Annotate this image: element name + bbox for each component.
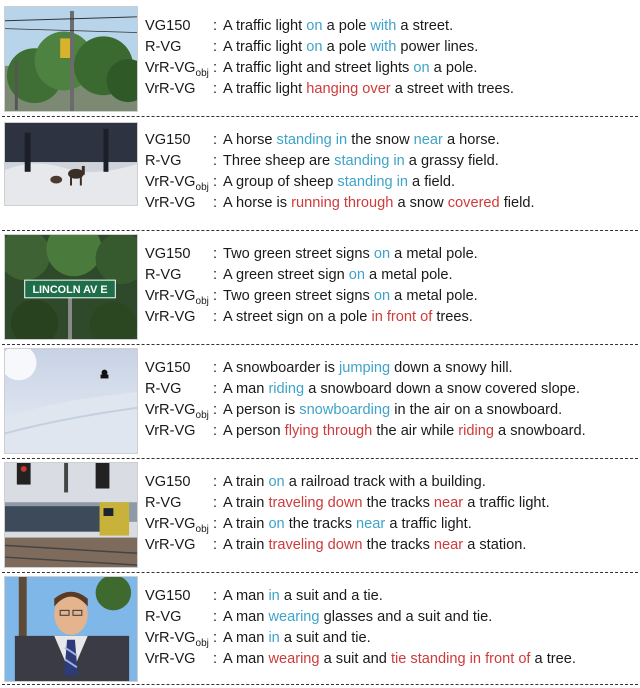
colon-separator: : xyxy=(213,360,218,376)
caption-line xyxy=(145,493,640,514)
caption-text: A traffic light and street lights xyxy=(223,60,414,76)
caption-line xyxy=(145,58,640,79)
caption-text: a suit and tie. xyxy=(279,630,371,646)
caption-sentence xyxy=(223,358,513,379)
caption-line xyxy=(145,130,640,151)
colon-separator: : xyxy=(213,39,218,55)
caption-list xyxy=(145,16,640,100)
caption-line xyxy=(145,286,640,307)
relation-phrase-red: hanging over xyxy=(306,81,391,97)
caption-text: a pole xyxy=(322,39,371,55)
caption-line xyxy=(145,37,640,58)
colon-separator: : xyxy=(213,588,218,604)
caption-list xyxy=(145,244,640,328)
row-divider xyxy=(2,344,638,345)
colon-separator: : xyxy=(213,153,218,169)
caption-line xyxy=(145,244,640,265)
colon-separator: : xyxy=(213,174,218,190)
caption-text: a street. xyxy=(396,18,454,34)
model-name-text: VrR-VG xyxy=(145,288,196,304)
colon-separator: : xyxy=(213,246,218,262)
model-name-text: VrR-VG xyxy=(145,309,196,325)
model-name xyxy=(145,472,190,493)
example-row-1 xyxy=(0,6,640,114)
model-name xyxy=(145,151,181,172)
caption-text: a station. xyxy=(463,537,527,553)
colon-separator: : xyxy=(213,288,218,304)
example-row-4 xyxy=(0,348,640,456)
relation-phrase-blue: snowboarding xyxy=(299,402,391,418)
colon-separator: : xyxy=(213,537,218,553)
relation-phrase-blue: near xyxy=(356,516,386,532)
caption-sentence xyxy=(223,421,586,442)
model-name xyxy=(145,37,181,58)
relation-phrase-blue: on xyxy=(348,267,365,283)
relation-phrase-blue: on xyxy=(306,39,323,55)
relation-phrase-blue: with xyxy=(370,39,397,55)
caption-text: a horse. xyxy=(442,132,500,148)
caption-text: A street sign on a pole xyxy=(223,309,372,325)
caption-text: a pole. xyxy=(429,60,478,76)
caption-text: A snowboarder is xyxy=(223,360,340,376)
model-name-text: VrR-VG xyxy=(145,537,196,553)
caption-sentence xyxy=(223,649,576,670)
caption-text: a suit and a tie. xyxy=(279,588,383,604)
row-divider xyxy=(2,684,638,685)
relation-phrase-red: riding xyxy=(458,423,494,439)
model-name xyxy=(145,379,181,400)
model-name xyxy=(145,586,190,607)
caption-text: a pole xyxy=(322,18,371,34)
relation-phrase-red: near xyxy=(433,495,464,511)
model-name-text: VrR-VG xyxy=(145,60,196,76)
model-subscript: obj xyxy=(195,181,209,193)
model-name-text: VrR-VG xyxy=(145,195,196,211)
caption-text: power lines. xyxy=(396,39,479,55)
model-name xyxy=(145,172,209,193)
caption-sentence xyxy=(223,286,478,307)
caption-text: in the air on a snowboard. xyxy=(390,402,563,418)
relation-phrase-blue: standing in xyxy=(334,153,405,169)
row-divider xyxy=(2,458,638,459)
relation-phrase-blue: in xyxy=(268,588,280,604)
model-name-text: R-VG xyxy=(145,39,182,55)
model-name-text: R-VG xyxy=(145,267,182,283)
relation-phrase-blue: on xyxy=(373,288,391,304)
caption-text: a traffic light. xyxy=(385,516,472,532)
caption-text: a field. xyxy=(408,174,456,190)
model-name-text: VG150 xyxy=(145,588,191,604)
caption-line xyxy=(145,172,640,193)
model-name-text: VrR-VG xyxy=(145,651,196,667)
caption-text: A group of sheep xyxy=(223,174,338,190)
colon-separator: : xyxy=(213,609,218,625)
relation-phrase-blue: on xyxy=(268,516,285,532)
relation-phrase-red: traveling down xyxy=(268,495,363,511)
caption-text: A horse is xyxy=(223,195,292,211)
relation-phrase-blue: in xyxy=(268,630,280,646)
model-name xyxy=(145,286,209,307)
caption-sentence xyxy=(223,79,514,100)
colon-separator: : xyxy=(213,381,218,397)
model-name-text: VG150 xyxy=(145,18,191,34)
relation-phrase-blue: on xyxy=(413,60,430,76)
colon-separator: : xyxy=(213,423,218,439)
caption-text: Two green street signs xyxy=(223,246,374,262)
model-subscript: obj xyxy=(195,409,209,421)
caption-text: trees. xyxy=(432,309,473,325)
relation-phrase-blue: wearing xyxy=(268,609,320,625)
caption-text: A train xyxy=(223,516,269,532)
model-name xyxy=(145,265,181,286)
caption-sentence xyxy=(223,37,478,58)
caption-text: a metal pole. xyxy=(364,267,453,283)
model-name xyxy=(145,514,209,535)
caption-text: A man xyxy=(223,588,269,604)
caption-line xyxy=(145,472,640,493)
caption-line xyxy=(145,307,640,328)
caption-text: A train xyxy=(223,495,269,511)
colon-separator: : xyxy=(213,132,218,148)
caption-line xyxy=(145,628,640,649)
caption-sentence xyxy=(223,58,477,79)
caption-line xyxy=(145,421,640,442)
caption-text: a snowboard down a snow covered slope. xyxy=(304,381,580,397)
relation-phrase-red: in front of xyxy=(371,309,433,325)
caption-list xyxy=(145,130,640,214)
caption-text: A traffic light xyxy=(223,81,307,97)
model-subscript: obj xyxy=(195,637,209,649)
relation-phrase-blue: standing in xyxy=(276,132,348,148)
model-name-text: R-VG xyxy=(145,381,182,397)
caption-text: A person is xyxy=(223,402,300,418)
example-row-5 xyxy=(0,462,640,570)
relation-phrase-blue: near xyxy=(413,132,443,148)
row-divider xyxy=(2,116,638,117)
caption-sentence xyxy=(223,151,499,172)
row-divider xyxy=(2,572,638,573)
caption-list xyxy=(145,586,640,670)
caption-sentence xyxy=(223,379,580,400)
colon-separator: : xyxy=(213,81,218,97)
model-name-text: VrR-VG xyxy=(145,81,196,97)
model-name xyxy=(145,244,190,265)
caption-line xyxy=(145,265,640,286)
model-name-text: R-VG xyxy=(145,495,182,511)
caption-line xyxy=(145,535,640,556)
model-name-text: VrR-VG xyxy=(145,423,196,439)
train-photo xyxy=(4,462,138,568)
model-subscript: obj xyxy=(195,67,209,79)
colon-separator: : xyxy=(213,495,218,511)
caption-text: A green street sign xyxy=(223,267,349,283)
colon-separator: : xyxy=(213,309,218,325)
caption-text: Two green street signs xyxy=(223,288,374,304)
caption-text: the snow xyxy=(347,132,414,148)
traffic-light-street-photo xyxy=(4,6,138,112)
caption-sentence xyxy=(223,16,453,37)
caption-line xyxy=(145,379,640,400)
relation-phrase-red: running through xyxy=(291,195,394,211)
colon-separator: : xyxy=(213,630,218,646)
caption-text: the tracks xyxy=(362,537,434,553)
caption-sentence xyxy=(223,472,486,493)
relation-phrase-blue: on xyxy=(373,246,391,262)
caption-list xyxy=(145,358,640,442)
caption-sentence xyxy=(223,493,550,514)
caption-text: down a snowy hill. xyxy=(390,360,513,376)
horse-in-snow-photo xyxy=(4,122,138,206)
relation-phrase-red: wearing xyxy=(268,651,320,667)
caption-sentence xyxy=(223,400,562,421)
caption-text: a suit and xyxy=(319,651,391,667)
example-row-2 xyxy=(0,120,640,228)
colon-separator: : xyxy=(213,402,218,418)
caption-text: A traffic light xyxy=(223,39,307,55)
caption-text: A person xyxy=(223,423,285,439)
caption-line xyxy=(145,649,640,670)
caption-text: the tracks xyxy=(362,495,434,511)
caption-text: A traffic light xyxy=(223,18,307,34)
model-name xyxy=(145,16,190,37)
caption-text: A man xyxy=(223,609,269,625)
caption-line xyxy=(145,607,640,628)
caption-text: A train xyxy=(223,474,269,490)
caption-text: a snow xyxy=(393,195,448,211)
example-row-3 xyxy=(0,234,640,342)
model-name xyxy=(145,421,196,442)
model-name xyxy=(145,607,181,628)
caption-text: a railroad track with a building. xyxy=(284,474,486,490)
model-name xyxy=(145,58,209,79)
model-name xyxy=(145,535,196,556)
model-name xyxy=(145,493,181,514)
caption-line xyxy=(145,193,640,214)
colon-separator: : xyxy=(213,60,218,76)
relation-phrase-red: traveling down xyxy=(268,537,363,553)
colon-separator: : xyxy=(213,18,218,34)
model-name-text: VG150 xyxy=(145,246,191,262)
caption-line xyxy=(145,400,640,421)
caption-text: a snowboard. xyxy=(493,423,586,439)
model-name-text: VrR-VG xyxy=(145,402,196,418)
model-name-text: VrR-VG xyxy=(145,516,196,532)
caption-text: a traffic light. xyxy=(463,495,550,511)
model-name xyxy=(145,358,190,379)
colon-separator: : xyxy=(213,195,218,211)
row-divider xyxy=(2,230,638,231)
model-subscript: obj xyxy=(195,523,209,535)
caption-text: A man xyxy=(223,630,269,646)
model-name-text: VG150 xyxy=(145,132,191,148)
caption-sentence xyxy=(223,130,500,151)
caption-list xyxy=(145,472,640,556)
model-name-text: VrR-VG xyxy=(145,174,196,190)
caption-text: a metal pole. xyxy=(390,288,478,304)
street-sign-photo xyxy=(4,234,138,340)
relation-phrase-blue: on xyxy=(306,18,323,34)
caption-sentence xyxy=(223,172,455,193)
colon-separator: : xyxy=(213,474,218,490)
model-name-text: R-VG xyxy=(145,153,182,169)
relation-phrase-blue: riding xyxy=(268,381,305,397)
caption-text: Three sheep are xyxy=(223,153,335,169)
caption-line xyxy=(145,586,640,607)
caption-text: a street with trees. xyxy=(390,81,514,97)
caption-sentence xyxy=(223,586,383,607)
model-name-text: VG150 xyxy=(145,474,191,490)
caption-line xyxy=(145,358,640,379)
example-row-6 xyxy=(0,576,640,684)
relation-phrase-blue: standing in xyxy=(337,174,408,190)
man-in-suit-photo xyxy=(4,576,138,682)
caption-text: A horse xyxy=(223,132,277,148)
caption-text: A train xyxy=(223,537,269,553)
caption-sentence xyxy=(223,514,472,535)
model-name-text: VG150 xyxy=(145,360,191,376)
caption-sentence xyxy=(223,535,526,556)
caption-text: a tree. xyxy=(530,651,576,667)
caption-text: a grassy field. xyxy=(404,153,499,169)
caption-text: glasses and a suit and tie. xyxy=(319,609,493,625)
model-subscript: obj xyxy=(195,295,209,307)
caption-line xyxy=(145,514,640,535)
caption-sentence xyxy=(223,244,478,265)
caption-sentence xyxy=(223,265,453,286)
model-name xyxy=(145,193,196,214)
caption-sentence xyxy=(223,193,535,214)
model-name xyxy=(145,649,196,670)
model-name-text: R-VG xyxy=(145,609,182,625)
model-name xyxy=(145,400,209,421)
relation-phrase-blue: with xyxy=(370,18,397,34)
caption-text: a metal pole. xyxy=(390,246,478,262)
model-name xyxy=(145,130,190,151)
caption-text: the tracks xyxy=(284,516,357,532)
model-name xyxy=(145,307,196,328)
caption-line xyxy=(145,79,640,100)
caption-sentence xyxy=(223,607,492,628)
relation-phrase-blue: on xyxy=(268,474,285,490)
caption-text: field. xyxy=(499,195,535,211)
caption-line xyxy=(145,151,640,172)
relation-phrase-red: near xyxy=(433,537,464,553)
sign-text: LINCOLN AV E xyxy=(32,283,108,296)
colon-separator: : xyxy=(213,516,218,532)
relation-phrase-red: tie standing in front of xyxy=(390,651,531,667)
caption-text: A man xyxy=(223,651,269,667)
caption-sentence xyxy=(223,307,473,328)
model-name-text: VrR-VG xyxy=(145,630,196,646)
model-name xyxy=(145,79,196,100)
relation-phrase-red: covered xyxy=(447,195,500,211)
caption-sentence xyxy=(223,628,371,649)
relation-phrase-red: flying through xyxy=(284,423,373,439)
model-name xyxy=(145,628,209,649)
colon-separator: : xyxy=(213,267,218,283)
colon-separator: : xyxy=(213,651,218,667)
snowboarder-photo xyxy=(4,348,138,454)
caption-line xyxy=(145,16,640,37)
caption-text: A man xyxy=(223,381,269,397)
relation-phrase-blue: jumping xyxy=(339,360,391,376)
caption-text: the air while xyxy=(372,423,459,439)
